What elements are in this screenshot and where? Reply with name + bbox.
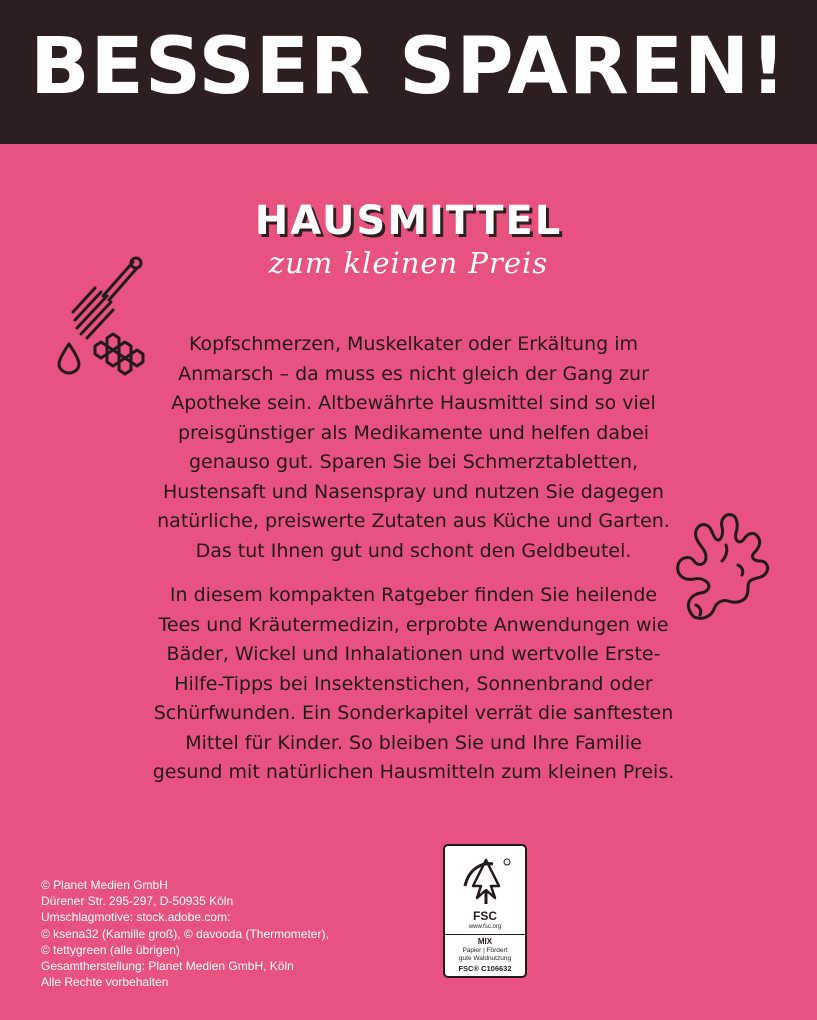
- description-paragraph-1: Kopfschmerzen, Muskelkater oder Erkältung im Anmarsch – da muss es nicht gleich der Gang zur Apotheke sein. Altbewährte Hausmittel sind so viel preisgünstiger als Medikamente und helfen dabei genauso gut. Sparen Sie bei Schmerztabletten, Hustensaft und Nasenspray und nutzen Sie dagegen natürliche, preiswerte Zutaten aus Küche und Garten. Das tut Ihnen gut und schont den Geldbeutel.: [157, 333, 670, 562]
- imprint-line: Gesamtherstellung: Planet Medien GmbH, Köln: [41, 959, 294, 974]
- fsc-mix: MIX: [445, 934, 525, 946]
- fsc-code: FSC® C106632: [458, 964, 512, 973]
- fsc-label: [443, 844, 527, 978]
- fsc-name: FSC: [473, 909, 497, 923]
- page-subtitle: zum kleinen Preis: [268, 246, 549, 280]
- imprint-line: Alle Rechte vorbehalten: [41, 975, 169, 990]
- imprint-line: © tettygreen (alle übrigen): [41, 942, 180, 957]
- imprint-line: Dürener Str. 295-297, D-50935 Köln: [41, 894, 234, 909]
- fsc-url: www.fsc.org: [468, 924, 502, 930]
- fsc-tree-icon: [459, 856, 513, 908]
- imprint-line: © ksena32 (Kamille groß), © davooda (Thermometer),: [41, 926, 329, 941]
- imprint: [41, 877, 371, 990]
- page-title: HAUSMITTEL: [254, 198, 563, 244]
- top-banner: [0, 0, 817, 144]
- banner-title: BESSER SPAREN!: [30, 22, 787, 112]
- fsc-paper: Papier | Fördert gute Waldnutzung: [458, 947, 512, 962]
- description-paragraph-2: In diesem kompakten Ratgeber finden Sie heilende Tees und Kräutermedizin, erprobte Anwendungen wie Bäder, Wickel und Inhalationen und wertvolle Erste- Hilfe-Tipps bei Insektenstichen, Sonnenbrand oder Schürfwunden. Ein Sonderkapitel verrät die sanftesten Mittel für Kinder. So bleiben Sie und Ihre Familie gesund mit natürlichen Hausmitteln zum kleinen Preis.: [152, 584, 675, 783]
- imprint-line: Umschlagmotive: stock.adobe.com:: [41, 910, 231, 925]
- imprint-line: © Planet Medien GmbH: [41, 878, 168, 892]
